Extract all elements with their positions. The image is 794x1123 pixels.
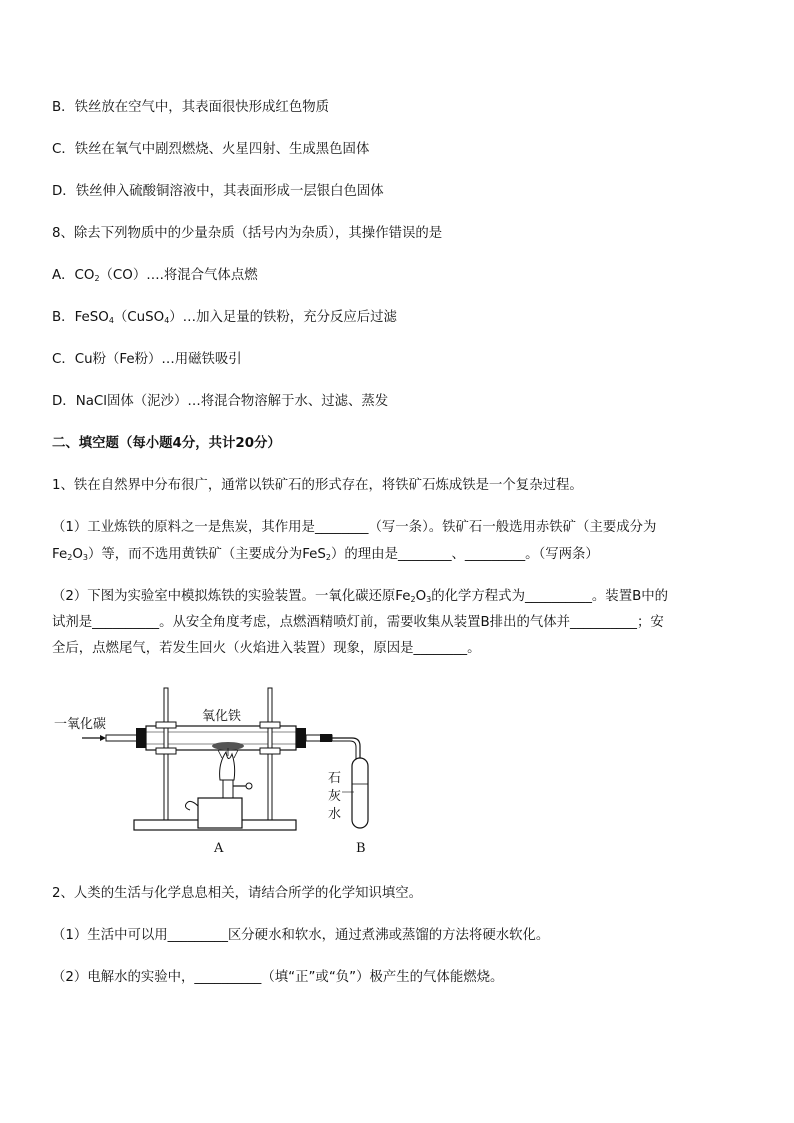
inlet-tube — [106, 735, 138, 741]
q7-option-d: D．铁丝伸入硫酸铜溶液中，其表面形成一层银白色固体 — [52, 184, 384, 199]
flame — [220, 752, 235, 780]
inlet-arrow-head — [100, 735, 106, 741]
right-stopper — [296, 728, 306, 748]
q2-part2: （2）电解水的实验中，__________（填“正”或“负”）极产生的气体能燃烧。 — [52, 970, 504, 985]
label-a: A — [214, 841, 224, 856]
rubber-connector — [320, 734, 332, 742]
alcohol-lamp-body — [198, 798, 242, 828]
q1-part2-line3: 全后，点燃尾气，若发生回火（火焰进入装置）现象，原因是________。 — [52, 641, 481, 656]
section-heading: 二、填空题（每小题4分，共计20分） — [52, 436, 281, 451]
left-stopper — [136, 728, 146, 748]
flame-ray-3 — [234, 750, 238, 758]
q2-stem: 2、人类的生活与化学息息相关，请结合所学的化学知识填空。 — [52, 886, 423, 901]
limewater-char-3: 水 — [328, 807, 342, 822]
q8-stem: 8、除去下列物质中的少量杂质（括号内为杂质），其操作错误的是 — [52, 226, 443, 241]
limewater-char-2: 灰 — [328, 789, 342, 804]
q8-option-b: B．FeSO$_4$（CuSO$_4$）…加入足量的铁粉，充分反应后过滤 — [52, 310, 397, 325]
q2-part1: （1）生活中可以用_________区分硬水和软水，通过煮沸或蒸馏的方法将硬水软化。 — [52, 928, 550, 943]
left-clamp-top — [156, 722, 176, 728]
q1-part1-line1: （1）工业炼铁的原料之一是焦炭，其作用是________（写一条）。铁矿石一般选用赤铁矿（主要成分为 — [52, 520, 657, 535]
apparatus-diagram — [50, 680, 410, 860]
label-b: B — [356, 841, 366, 856]
lamp-valve-knob — [246, 783, 252, 789]
limewater-char-1: 石 — [328, 771, 342, 786]
lamp-handle — [186, 801, 199, 810]
lamp-nozzle — [223, 780, 233, 798]
q8-option-c: C．Cu粉（Fe粉）…用磁铁吸引 — [52, 352, 242, 367]
q1-part1-line2: $Fe_2O_3$）等，而不选用黄铁矿（主要成分为FeS$_2$）的理由是________、_________。（写两条） — [52, 547, 599, 562]
q8-option-d: D．NaCl固体（泥沙）…将混合物溶解于水、过滤、蒸发 — [52, 394, 389, 409]
left-stand-rod — [164, 688, 168, 830]
fe2o3-label: 氧化铁 — [202, 709, 242, 724]
left-clamp-bottom — [156, 748, 176, 754]
q7-option-c: C．铁丝在氧气中剧烈燃烧、火星四射、生成黑色固体 — [52, 142, 370, 157]
co-label: 一氧化碳 — [54, 717, 107, 732]
q1-part2-line1: （2）下图为实验室中模拟炼铁的实验装置。一氧化碳还原$Fe_2O_3$的化学方程式为__________。装置B中的 — [52, 589, 669, 604]
right-stand-rod — [268, 688, 272, 830]
q8-option-a: A．$CO_2(CO)\dots$.将混合气体点燃 — [52, 268, 258, 283]
q7-option-b: B．铁丝放在空气中，其表面很快形成红色物质 — [52, 100, 329, 115]
apparatus-figure — [50, 680, 410, 860]
right-clamp-top — [260, 722, 280, 728]
flame-ray-1 — [218, 750, 222, 758]
q1-part2-line2: 试剂是__________。从安全角度考虑，点燃酒精喷灯前，需要收集从装置B排出的气体并__________；安 — [52, 615, 664, 630]
q1-stem: 1、铁在自然界中分布很广，通常以铁矿石的形式存在，将铁矿石炼成铁是一个复杂过程。 — [52, 478, 583, 493]
test-tube — [352, 758, 368, 828]
right-clamp-bottom — [260, 748, 280, 754]
